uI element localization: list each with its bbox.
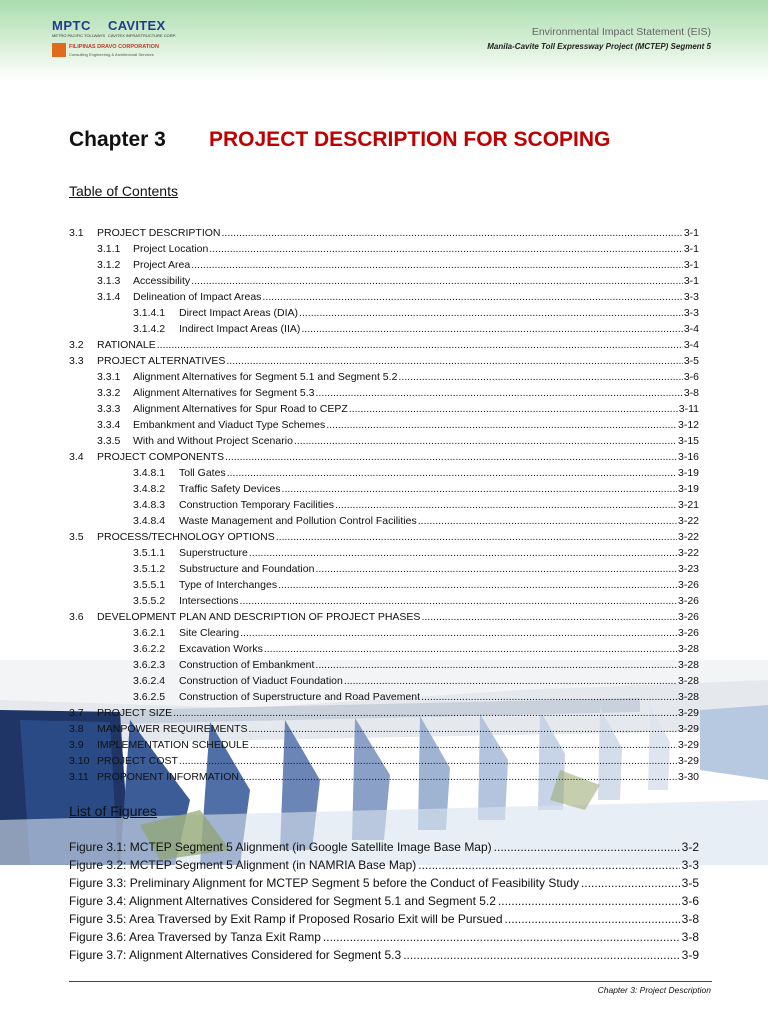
toc-entry[interactable] (69, 704, 699, 720)
dot-leader (398, 370, 682, 384)
dot-leader (282, 482, 677, 496)
figure-entry-label: Figure 3.1: MCTEP Segment 5 Alignment (in Google Satellite Image Base Map) (69, 840, 492, 854)
mptc-logo-tagline: METRO PACIFIC TOLLWAYS (52, 33, 106, 38)
figure-entry-label: Figure 3.2: MCTEP Segment 5 Alignment (in NAMRIA Base Map) (69, 858, 417, 872)
toc-entry[interactable] (69, 256, 699, 272)
toc-entry-number: 3.4.8.4 (133, 515, 166, 527)
dot-leader (294, 434, 677, 448)
toc-entry-number: 3.4.8.3 (133, 499, 166, 511)
toc-entry-label: Delineation of Impact Areas (133, 291, 262, 303)
toc-entry[interactable] (69, 544, 699, 560)
dot-leader (498, 893, 680, 909)
toc-entry-page: 3-1 (683, 243, 699, 255)
figure-entry[interactable] (69, 837, 699, 855)
toc-entry[interactable] (69, 736, 699, 752)
toc-entry-label: Waste Management and Pollution Control Facilities (179, 515, 417, 527)
toc-entry-label: Traffic Safety Devices (179, 483, 281, 495)
table-of-contents (69, 224, 699, 784)
toc-entry[interactable] (69, 400, 699, 416)
toc-entry-number: 3.2 (69, 339, 84, 351)
toc-entry-label: Project Area (133, 259, 191, 271)
toc-entry-number: 3.6.2.2 (133, 643, 166, 655)
toc-entry-label: Construction of Viaduct Foundation (179, 675, 343, 687)
dot-leader (240, 770, 677, 784)
list-of-figures-heading: List of Figures (69, 803, 157, 819)
toc-entry-number: 3.1.4.1 (133, 307, 166, 319)
toc-entry-page: 3-15 (677, 435, 699, 447)
toc-entry-label: Excavation Works (179, 643, 263, 655)
toc-entry[interactable] (69, 432, 699, 448)
toc-entry[interactable] (69, 640, 699, 656)
toc-entry-page: 3-29 (677, 755, 699, 767)
header-subtitle: Manila-Cavite Toll Expressway Project (MCTEP) Segment 5 (487, 42, 711, 51)
dot-leader (191, 258, 683, 272)
toc-entry-label: PROJECT DESCRIPTION (97, 227, 221, 239)
figure-entry[interactable] (69, 855, 699, 873)
toc-entry-page: 3-1 (683, 275, 699, 287)
cavitex-logo: CAVITEX (108, 18, 166, 33)
toc-entry-page: 3-29 (677, 707, 699, 719)
dot-leader (344, 674, 677, 688)
toc-entry-label: Construction of Embankment (179, 659, 315, 671)
toc-entry-page: 3-8 (683, 387, 699, 399)
toc-entry[interactable] (69, 272, 699, 288)
list-of-figures (69, 837, 699, 963)
chapter-number: Chapter 3 (69, 128, 166, 151)
chapter-title: PROJECT DESCRIPTION FOR SCOPING (209, 128, 611, 151)
dot-leader (227, 466, 677, 480)
toc-entry-label: Alignment Alternatives for Segment 5.3 (133, 387, 315, 399)
toc-entry[interactable] (69, 592, 699, 608)
toc-entry-number: 3.5.5.1 (133, 579, 166, 591)
toc-entry-label: MANPOWER REQUIREMENTS (97, 723, 248, 735)
toc-entry-page: 3-30 (677, 771, 699, 783)
toc-entry-number: 3.6.2.5 (133, 691, 166, 703)
dot-leader (494, 839, 680, 855)
dot-leader (581, 875, 680, 891)
toc-entry[interactable] (69, 480, 699, 496)
dot-leader (335, 498, 677, 512)
toc-entry[interactable] (69, 656, 699, 672)
toc-entry[interactable] (69, 496, 699, 512)
dot-leader (222, 226, 683, 240)
toc-entry-label: Intersections (179, 595, 239, 607)
dot-leader (179, 754, 677, 768)
toc-entry-page: 3-28 (677, 691, 699, 703)
toc-entry[interactable] (69, 576, 699, 592)
toc-entry-number: 3.5.1.1 (133, 547, 166, 559)
toc-entry-number: 3.3.3 (97, 403, 121, 415)
toc-entry-number: 3.1 (69, 227, 84, 239)
figure-entry-page: 3-6 (681, 894, 699, 908)
toc-entry-label: Embankment and Viaduct Type Schemes (133, 419, 326, 431)
dot-leader (316, 386, 683, 400)
toc-entry-label: Toll Gates (179, 467, 226, 479)
toc-entry-number: 3.5.5.2 (133, 595, 166, 607)
figure-entry[interactable] (69, 873, 699, 891)
toc-entry-label: PROCESS/TECHNOLOGY OPTIONS (97, 531, 275, 543)
toc-entry-number: 3.6 (69, 611, 84, 623)
figure-entry-label: Figure 3.7: Alignment Alternatives Considered for Segment 5.3 (69, 948, 402, 962)
toc-entry-label: PROPONENT INFORMATION (97, 771, 239, 783)
toc-entry-number: 3.3 (69, 355, 84, 367)
toc-entry[interactable] (69, 608, 699, 624)
toc-entry-number: 3.4.8.1 (133, 467, 166, 479)
cavitex-logo-tagline: CAVITEX INFRASTRUCTURE CORP. (108, 33, 176, 38)
toc-entry[interactable] (69, 672, 699, 688)
company-logos (52, 18, 182, 62)
toc-entry-page: 3-3 (683, 291, 699, 303)
figure-entry-label: Figure 3.3: Preliminary Alignment for MCTEP Segment 5 before the Conduct of Feasibility Study (69, 876, 580, 890)
toc-entry-label: Construction of Superstructure and Road Pavement (179, 691, 421, 703)
dot-leader (301, 322, 682, 336)
toc-entry-page: 3-19 (677, 483, 699, 495)
dot-leader (323, 929, 680, 945)
toc-entry-number: 3.3.4 (97, 419, 121, 431)
toc-entry-page: 3-26 (677, 627, 699, 639)
toc-entry-page: 3-6 (683, 371, 699, 383)
toc-entry-label: Substructure and Foundation (179, 563, 315, 575)
toc-entry-label: With and Without Project Scenario (133, 435, 293, 447)
toc-entry-page: 3-19 (677, 467, 699, 479)
dot-leader (349, 402, 678, 416)
figure-entry-label: Figure 3.4: Alignment Alternatives Considered for Segment 5.1 and Segment 5.2 (69, 894, 496, 908)
toc-entry[interactable] (69, 720, 699, 736)
figure-entry-page: 3-9 (681, 948, 699, 962)
dot-leader (240, 626, 677, 640)
toc-entry-page: 3-12 (677, 419, 699, 431)
dot-leader (157, 338, 683, 352)
toc-entry-number: 3.8 (69, 723, 84, 735)
toc-entry-page: 3-28 (677, 659, 699, 671)
toc-entry-page: 3-26 (677, 611, 699, 623)
toc-entry-page: 3-11 (678, 403, 699, 415)
toc-entry[interactable] (69, 288, 699, 304)
toc-entry-label: Construction Temporary Facilities (179, 499, 335, 511)
dot-leader (264, 642, 677, 656)
dot-leader (173, 706, 677, 720)
footer-text: Chapter 3: Project Description (597, 985, 711, 995)
figure-entry[interactable] (69, 909, 699, 927)
footer-rule (69, 981, 712, 982)
dot-leader (249, 722, 677, 736)
figure-entry-label: Figure 3.6: Area Traversed by Tanza Exit Ramp (69, 930, 321, 944)
dot-leader (315, 658, 677, 672)
toc-entry-label: IMPLEMENTATION SCHEDULE (97, 739, 249, 751)
dot-leader (276, 530, 677, 544)
toc-entry-number: 3.3.1 (97, 371, 121, 383)
toc-entry-label: Site Clearing (179, 627, 240, 639)
figure-entry[interactable] (69, 927, 699, 945)
dot-leader (191, 274, 683, 288)
dot-leader (421, 610, 677, 624)
toc-entry[interactable] (69, 512, 699, 528)
toc-entry[interactable] (69, 224, 699, 240)
toc-entry[interactable] (69, 560, 699, 576)
dot-leader (250, 738, 677, 752)
toc-entry-label: Superstructure (179, 547, 248, 559)
figure-entry-page: 3-5 (681, 876, 699, 890)
toc-entry-label: PROJECT COST (97, 755, 178, 767)
toc-entry-page: 3-26 (677, 595, 699, 607)
dot-leader (505, 911, 680, 927)
toc-entry-page: 3-23 (677, 563, 699, 575)
toc-entry-number: 3.3.2 (97, 387, 121, 399)
toc-entry-number: 3.4 (69, 451, 84, 463)
toc-entry[interactable] (69, 384, 699, 400)
figure-entry-page: 3-3 (681, 858, 699, 872)
toc-entry-number: 3.7 (69, 707, 84, 719)
toc-entry-label: Project Location (133, 243, 209, 255)
filipinas-dravo-logo-icon (52, 43, 66, 57)
toc-entry-number: 3.1.2 (97, 259, 121, 271)
toc-entry[interactable] (69, 752, 699, 768)
toc-entry[interactable] (69, 416, 699, 432)
toc-entry[interactable] (69, 240, 699, 256)
dot-leader (299, 306, 683, 320)
toc-entry-label: Type of Interchanges (179, 579, 278, 591)
toc-entry-page: 3-28 (677, 675, 699, 687)
toc-entry-number: 3.11 (69, 771, 89, 783)
toc-entry-page: 3-29 (677, 739, 699, 751)
figure-entry[interactable] (69, 945, 699, 963)
mptc-logo: MPTC (52, 18, 91, 33)
toc-entry-page: 3-1 (683, 259, 699, 271)
toc-entry[interactable] (69, 624, 699, 640)
toc-heading: Table of Contents (69, 183, 178, 199)
toc-entry-page: 3-22 (677, 547, 699, 559)
toc-entry[interactable] (69, 320, 699, 336)
toc-entry[interactable] (69, 528, 699, 544)
toc-entry-number: 3.1.3 (97, 275, 121, 287)
dot-leader (262, 290, 682, 304)
toc-entry-label: PROJECT ALTERNATIVES (97, 355, 226, 367)
toc-entry-number: 3.6.2.4 (133, 675, 166, 687)
dot-leader (403, 947, 679, 963)
toc-entry-label: PROJECT COMPONENTS (97, 451, 224, 463)
toc-entry-label: RATIONALE (97, 339, 156, 351)
figure-entry-label: Figure 3.5: Area Traversed by Exit Ramp if Proposed Rosario Exit will be Pursued (69, 912, 503, 926)
toc-entry[interactable] (69, 768, 699, 784)
dot-leader (240, 594, 677, 608)
toc-entry-page: 3-16 (677, 451, 699, 463)
toc-entry-page: 3-26 (677, 579, 699, 591)
toc-entry[interactable] (69, 688, 699, 704)
toc-entry-page: 3-4 (683, 339, 699, 351)
toc-entry[interactable] (69, 448, 699, 464)
toc-entry-label: Direct Impact Areas (DIA) (179, 307, 299, 319)
toc-entry-page: 3-29 (677, 723, 699, 735)
dot-leader (421, 690, 677, 704)
toc-entry-label: DEVELOPMENT PLAN AND DESCRIPTION OF PROJECT PHASES (97, 611, 421, 623)
toc-entry-page: 3-5 (683, 355, 699, 367)
toc-entry-number: 3.9 (69, 739, 84, 751)
dot-leader (418, 514, 677, 528)
filipinas-dravo-logo: FILIPINAS DRAVO CORPORATION (69, 44, 159, 50)
toc-entry-label: Alignment Alternatives for Spur Road to CEPZ (133, 403, 348, 415)
dot-leader (315, 562, 677, 576)
toc-entry-number: 3.3.5 (97, 435, 121, 447)
figure-entry-page: 3-2 (681, 840, 699, 854)
toc-entry-label: PROJECT SIZE (97, 707, 173, 719)
toc-entry-page: 3-4 (683, 323, 699, 335)
toc-entry-number: 3.5 (69, 531, 84, 543)
dot-leader (249, 546, 677, 560)
figure-entry-page: 3-8 (681, 912, 699, 926)
dot-leader (225, 450, 677, 464)
dot-leader (326, 418, 677, 432)
toc-entry-page: 3-22 (677, 515, 699, 527)
toc-entry[interactable] (69, 464, 699, 480)
toc-entry-number: 3.4.8.2 (133, 483, 166, 495)
toc-entry-page: 3-21 (677, 499, 699, 511)
figure-entry-page: 3-8 (681, 930, 699, 944)
toc-entry[interactable] (69, 368, 699, 384)
toc-entry[interactable] (69, 304, 699, 320)
toc-entry-number: 3.10 (69, 755, 90, 767)
toc-entry-page: 3-22 (677, 531, 699, 543)
toc-entry-page: 3-3 (683, 307, 699, 319)
toc-entry-page: 3-1 (683, 227, 699, 239)
toc-entry[interactable] (69, 352, 699, 368)
toc-entry[interactable] (69, 336, 699, 352)
dot-leader (226, 354, 682, 368)
toc-entry-label: Indirect Impact Areas (IIA) (179, 323, 301, 335)
toc-entry-number: 3.5.1.2 (133, 563, 166, 575)
toc-entry-label: Alignment Alternatives for Segment 5.1 and Segment 5.2 (133, 371, 398, 383)
dot-leader (418, 857, 679, 873)
figure-entry[interactable] (69, 891, 699, 909)
toc-entry-number: 3.1.4.2 (133, 323, 166, 335)
header-title: Environmental Impact Statement (EIS) (531, 26, 711, 38)
toc-entry-page: 3-28 (677, 643, 699, 655)
dot-leader (278, 578, 677, 592)
toc-entry-number: 3.1.4 (97, 291, 121, 303)
toc-entry-number: 3.6.2.3 (133, 659, 166, 671)
toc-entry-number: 3.6.2.1 (133, 627, 166, 639)
filipinas-dravo-tagline: Consulting Engineering & Architectural Services (69, 52, 154, 57)
toc-entry-label: Accessibility (133, 275, 191, 287)
dot-leader (209, 242, 683, 256)
toc-entry-number: 3.1.1 (97, 243, 121, 255)
